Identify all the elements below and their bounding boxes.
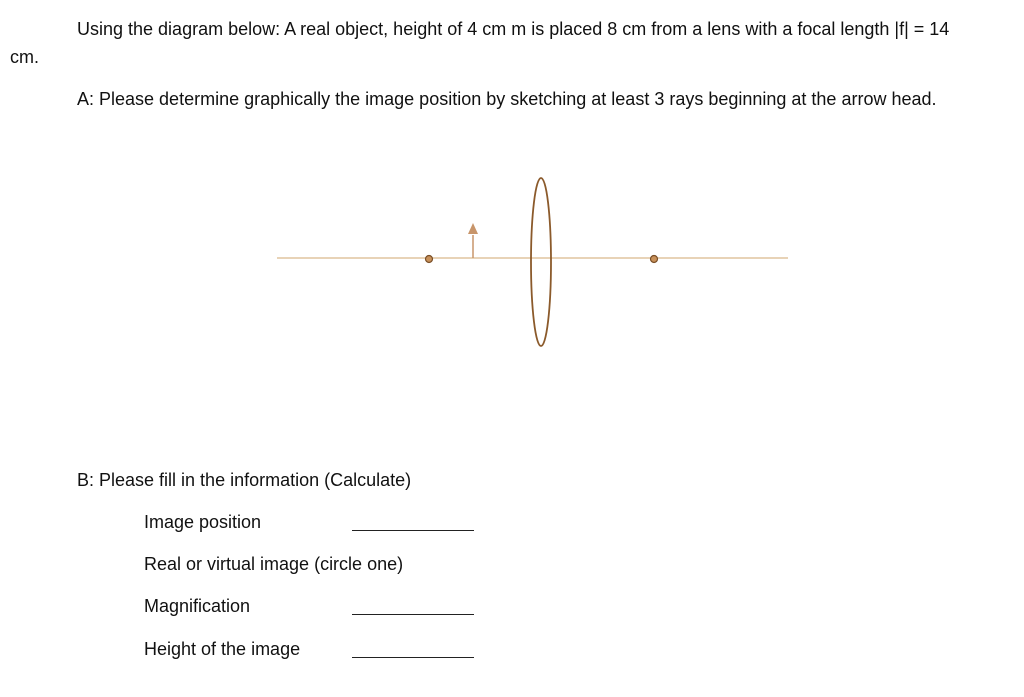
convex-lens [531, 178, 551, 346]
problem-statement-line1: Using the diagram below: A real object, height of 4 cm m is placed 8 cm from a lens with a focal length |f| = 14 [77, 19, 950, 39]
focal-point-left [426, 256, 433, 263]
image-position-blank[interactable] [352, 530, 474, 531]
focal-point-right [651, 256, 658, 263]
image-height-blank[interactable] [352, 657, 474, 658]
image-position-label: Image position [144, 512, 262, 532]
part-a-instruction: A: Please determine graphically the image position by sketching at least 3 rays beginning at the arrow head. [77, 89, 937, 109]
problem-statement-line2: cm. [10, 47, 39, 67]
object-arrow-head [468, 223, 478, 234]
magnification-blank[interactable] [352, 614, 474, 615]
magnification-label: Magnification [144, 596, 251, 616]
part-b-instruction: B: Please fill in the information (Calculate) [77, 470, 412, 490]
real-or-virtual-label: Real or virtual image (circle one) [144, 554, 404, 574]
image-height-label: Height of the image [144, 639, 301, 659]
